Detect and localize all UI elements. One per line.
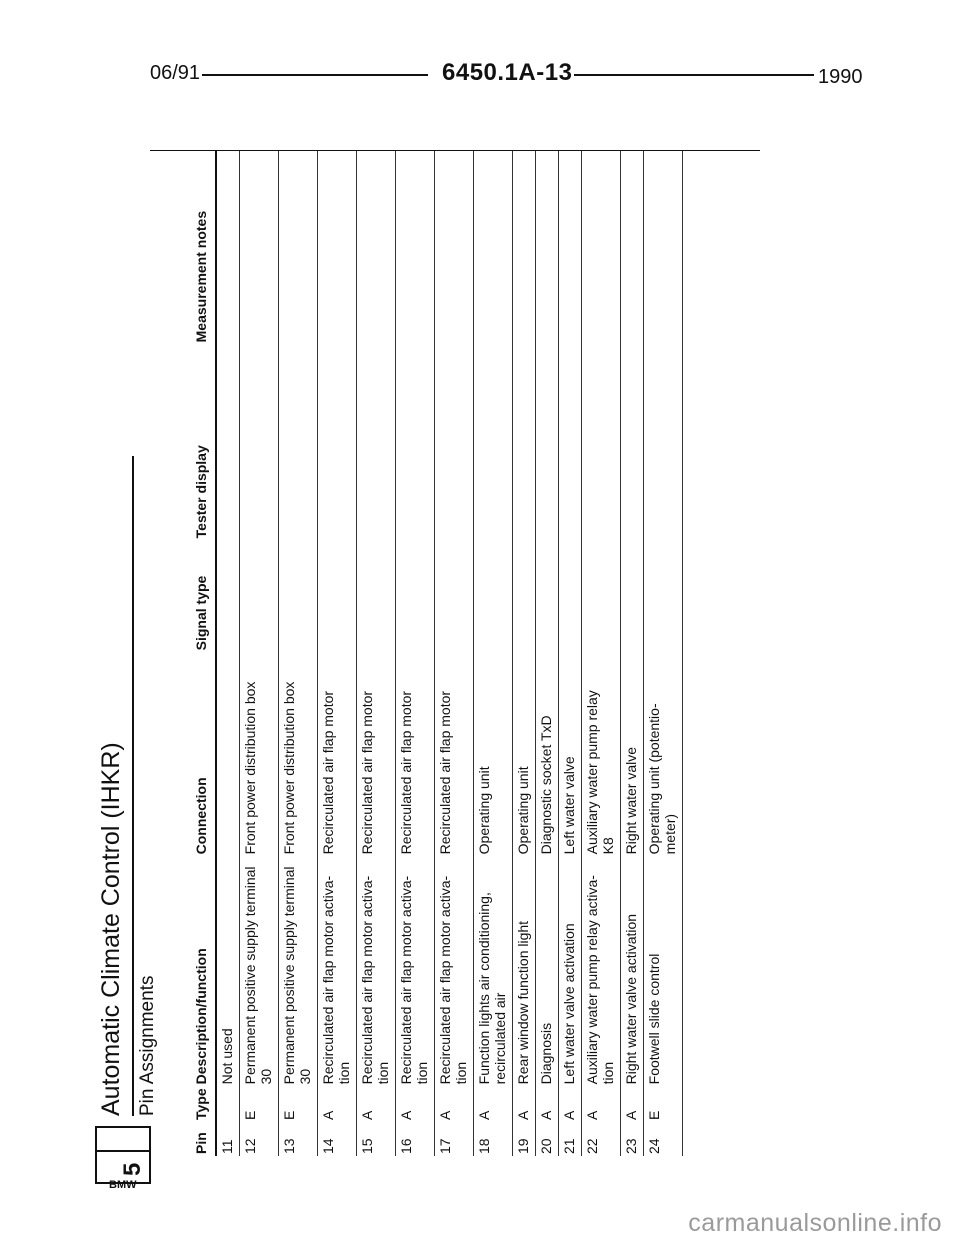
cell-type: A	[357, 1086, 396, 1122]
title-rule	[132, 456, 134, 1116]
cell-signal-type	[513, 540, 536, 652]
header-year: 1990	[818, 66, 863, 88]
cell-type: A	[582, 1086, 621, 1122]
cell-measurement-notes	[216, 151, 240, 344]
page-header	[150, 59, 863, 92]
cell-connection: Right water valve	[621, 652, 644, 856]
cell-type: A	[474, 1086, 513, 1122]
cell-signal-type	[435, 540, 474, 652]
col-header-connection: Connection	[189, 652, 216, 856]
col-header-type: Type	[189, 1086, 216, 1122]
cell-description: Left water valve activation	[559, 856, 582, 1086]
cell-measurement-notes	[536, 151, 559, 344]
pin-assignment-table	[189, 151, 683, 1156]
table-row	[513, 151, 536, 1156]
cell-description: Right water valve activation	[621, 856, 644, 1086]
cell-connection: Recirculated air flap motor	[318, 652, 357, 856]
cell-connection: Recirculated air flap motor	[357, 652, 396, 856]
cell-pin: 13	[279, 1122, 318, 1156]
cell-connection: Front power distribution box	[279, 652, 318, 856]
cell-connection: Operating unit (potentio- meter)	[644, 652, 683, 856]
cell-connection: Front power distribution box	[240, 652, 279, 856]
cell-pin: 18	[474, 1122, 513, 1156]
cell-signal-type	[559, 540, 582, 652]
cell-tester-display	[357, 344, 396, 540]
col-header-measurement-notes: Measurement notes	[189, 151, 216, 344]
cell-tester-display	[474, 344, 513, 540]
cell-type: A	[318, 1086, 357, 1122]
cell-tester-display	[435, 344, 474, 540]
cell-description: Recirculated air flap motor activa- tion	[396, 856, 435, 1086]
cell-pin: 16	[396, 1122, 435, 1156]
cell-description: Function lights air conditioning, recirculated air	[474, 856, 513, 1086]
logo-box-empty	[95, 1126, 151, 1154]
cell-connection: Recirculated air flap motor	[396, 652, 435, 856]
cell-type: E	[279, 1086, 318, 1122]
table-row	[357, 151, 396, 1156]
cell-pin: 17	[435, 1122, 474, 1156]
cell-tester-display	[536, 344, 559, 540]
rotated-page-content	[95, 124, 760, 1191]
cell-pin: 15	[357, 1122, 396, 1156]
cell-connection: Left water valve	[559, 652, 582, 856]
cell-description: Recirculated air flap motor activa- tion	[357, 856, 396, 1086]
cell-tester-display	[279, 344, 318, 540]
cell-type: A	[396, 1086, 435, 1122]
cell-pin: 11	[216, 1122, 240, 1156]
cell-signal-type	[240, 540, 279, 652]
cell-signal-type	[621, 540, 644, 652]
cell-connection: Diagnostic socket TxD	[536, 652, 559, 856]
cell-pin: 14	[318, 1122, 357, 1156]
table-row	[559, 151, 582, 1156]
cell-measurement-notes	[474, 151, 513, 344]
cell-signal-type	[357, 540, 396, 652]
cell-tester-display	[396, 344, 435, 540]
cell-type: A	[513, 1086, 536, 1122]
cell-measurement-notes	[559, 151, 582, 344]
cell-type: A	[435, 1086, 474, 1122]
cell-description: Footwell slide control	[644, 856, 683, 1086]
col-header-tester-display: Tester display	[189, 344, 216, 540]
cell-connection: Operating unit	[474, 652, 513, 856]
table-row	[318, 151, 357, 1156]
cell-signal-type	[216, 540, 240, 652]
table-row	[240, 151, 279, 1156]
cell-pin: 23	[621, 1122, 644, 1156]
cell-connection: Recirculated air flap motor	[435, 652, 474, 856]
page-title: Automatic Climate Control (IHKR)	[97, 742, 125, 1116]
col-header-description: Description/function	[189, 856, 216, 1086]
cell-measurement-notes	[435, 151, 474, 344]
logo-brand: BMW	[109, 1179, 137, 1191]
cell-tester-display	[216, 344, 240, 540]
cell-signal-type	[474, 540, 513, 652]
header-doc-number: 6450.1A-13	[442, 59, 573, 86]
header-rule-left	[202, 74, 428, 76]
cell-type: E	[240, 1086, 279, 1122]
cell-type: A	[559, 1086, 582, 1122]
cell-type: A	[536, 1086, 559, 1122]
table-row	[216, 151, 240, 1156]
cell-signal-type	[396, 540, 435, 652]
table-body	[216, 151, 683, 1156]
cell-description: Not used	[216, 856, 240, 1086]
header-rule-right	[574, 74, 814, 76]
cell-measurement-notes	[582, 151, 621, 344]
cell-description: Diagnosis	[536, 856, 559, 1086]
cell-measurement-notes	[357, 151, 396, 344]
cell-description: Permanent positive supply terminal 30	[279, 856, 318, 1086]
col-header-signal-type: Signal type	[189, 540, 216, 652]
cell-measurement-notes	[279, 151, 318, 344]
cell-description: Recirculated air flap motor activa- tion	[318, 856, 357, 1086]
cell-measurement-notes	[644, 151, 683, 344]
table-right-rule	[150, 150, 760, 151]
cell-tester-display	[621, 344, 644, 540]
cell-pin: 22	[582, 1122, 621, 1156]
cell-description: Auxiliary water pump relay activa- tion	[582, 856, 621, 1086]
cell-measurement-notes	[318, 151, 357, 344]
table-row	[582, 151, 621, 1156]
table-row	[536, 151, 559, 1156]
cell-connection: Auxiliary water pump relay K8	[582, 652, 621, 856]
cell-measurement-notes	[513, 151, 536, 344]
logo-series: 5	[119, 1162, 146, 1176]
page-subtitle: Pin Assignments	[137, 975, 158, 1116]
cell-type: A	[621, 1086, 644, 1122]
cell-tester-display	[582, 344, 621, 540]
watermark: carmanualsonline.info	[688, 1209, 942, 1237]
cell-signal-type	[644, 540, 683, 652]
cell-tester-display	[318, 344, 357, 540]
cell-tester-display	[240, 344, 279, 540]
table-row	[621, 151, 644, 1156]
cell-signal-type	[318, 540, 357, 652]
header-date: 06/91	[150, 62, 201, 84]
cell-measurement-notes	[240, 151, 279, 344]
cell-signal-type	[536, 540, 559, 652]
cell-signal-type	[279, 540, 318, 652]
table-row	[474, 151, 513, 1156]
cell-connection: Operating unit	[513, 652, 536, 856]
cell-description: Permanent positive supply terminal 30	[240, 856, 279, 1086]
cell-pin: 12	[240, 1122, 279, 1156]
table-header-row	[189, 151, 216, 1156]
cell-type: E	[644, 1086, 683, 1122]
table-row	[396, 151, 435, 1156]
cell-tester-display	[644, 344, 683, 540]
cell-pin: 24	[644, 1122, 683, 1156]
cell-tester-display	[513, 344, 536, 540]
cell-tester-display	[559, 344, 582, 540]
cell-pin: 20	[536, 1122, 559, 1156]
cell-pin: 21	[559, 1122, 582, 1156]
table-row	[644, 151, 683, 1156]
bmw-5-logo	[95, 1124, 150, 1191]
col-header-pin: Pin	[189, 1122, 216, 1156]
table-row	[435, 151, 474, 1156]
cell-type	[216, 1086, 240, 1122]
cell-description: Recirculated air flap motor activa- tion	[435, 856, 474, 1086]
cell-measurement-notes	[396, 151, 435, 344]
cell-connection	[216, 652, 240, 856]
cell-measurement-notes	[621, 151, 644, 344]
cell-description: Rear window function light	[513, 856, 536, 1086]
cell-signal-type	[582, 540, 621, 652]
table-row	[279, 151, 318, 1156]
cell-pin: 19	[513, 1122, 536, 1156]
